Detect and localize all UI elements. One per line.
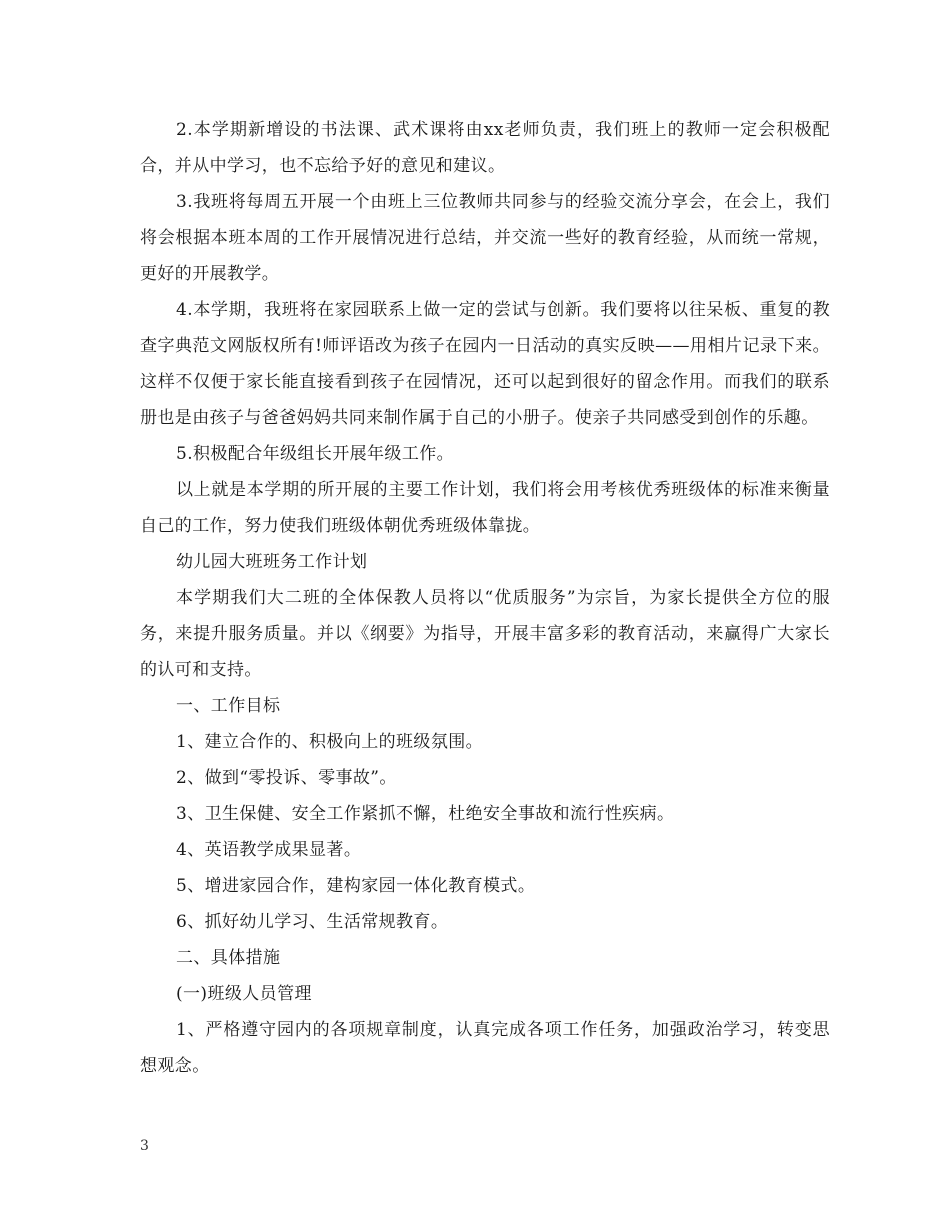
goal-item-1: 1、建立合作的、积极向上的班级氛围。 [176,732,484,752]
subheading-staff: (一)班级人员管理 [176,984,312,1004]
goal-item-6: 6、抓好幼儿学习、生活常规教育。 [176,912,449,932]
page-number: 3 [140,1138,149,1154]
goal-item-2: 2、做到“零投诉、零事故”。 [176,768,397,788]
goal-item-3: 3、卫生保健、安全工作紧抓不懈，杜绝安全事故和流行性疾病。 [176,804,675,824]
paragraph-item-3: 3.我班将每周五开展一个由班上三位教师共同参与的经验交流分享会，在会上，我们将会根据本班本周的工作开展情况进行总结，并交流一些好的教育经验，从而统一常规，更好的开展教学。 [140,192,830,284]
heading-measures: 二、具体措施 [176,948,281,968]
paragraph-summary: 以上就是本学期的所开展的主要工作计划，我们将会用考核优秀班级体的标准来衡量自己的工作，努力使我们班级体朝优秀班级体靠拢。 [140,480,830,536]
document-body [140,112,830,1084]
paragraph-intro: 本学期我们大二班的全体保教人员将以“优质服务”为宗旨，为家长提供全方位的服务，来提升服务质量。并以《纲要》为指导，开展丰富多彩的教育活动，来赢得广大家长的认可和支持。 [140,588,830,680]
section-title: 幼儿园大班班务工作计划 [176,552,368,572]
heading-goals: 一、工作目标 [176,696,281,716]
measure-item-1: 1、严格遵守园内的各项规章制度，认真完成各项工作任务，加强政治学习，转变思想观念。 [140,1020,830,1076]
paragraph-item-2: 2.本学期新增设的书法课、武术课将由xx老师负责，我们班上的教师一定会积极配合，并从中学习，也不忘给予好的意见和建议。 [140,120,830,176]
paragraph-item-5: 5.积极配合年级组长开展年级工作。 [176,444,455,464]
goal-item-5: 5、增进家园合作，建构家园一体化教育模式。 [176,876,536,896]
goal-item-4: 4、英语教学成果显著。 [176,840,362,860]
paragraph-item-4: 4.本学期，我班将在家园联系上做一定的尝试与创新。我们要将以往呆板、重复的教查字典范文网版权所有!师评语改为孩子在园内一日活动的真实反映——用相片记录下来。这样不仅便于家长能直接看到孩子在园情况，还可以起到很好的留念作用。而我们的联系册也是由孩子与爸爸妈妈共同来制作属于自己的小册子。使亲子共同感受到创作的乐趣。 [140,300,830,428]
